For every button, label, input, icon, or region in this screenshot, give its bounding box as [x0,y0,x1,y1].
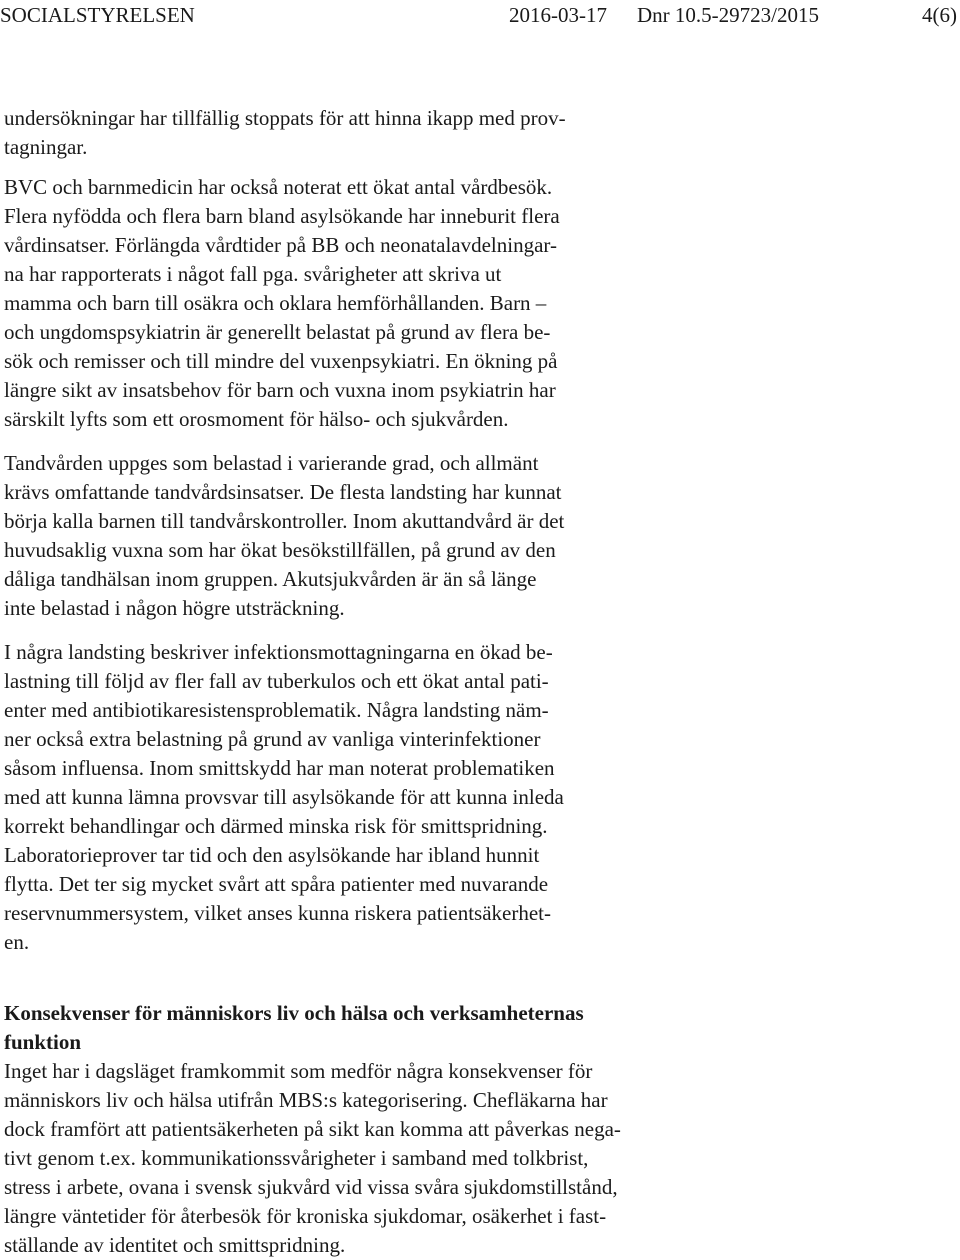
text-line: na har rapporterats i något fall pga. svårigheter att skriva ut [4,262,502,286]
text-line: tagningar. [4,135,88,159]
text-line: flytta. Det ter sig mycket svårt att spåra patienter med nuvarande [4,872,549,896]
text-line: enter med antibiotikaresistensproblematik. Några landsting näm- [4,698,549,722]
text-line: tivt genom t.ex. kommunikationssvårigheter i samband med tolkbrist, [4,1146,589,1170]
text-line: stress i arbete, ovana i svensk sjukvård vid vissa svåra sjukdomstillstånd, [4,1175,618,1199]
text-line: huvudsaklig vuxna som har ökat besökstillfällen, på grund av den [4,538,556,562]
text-line: Tandvården uppges som belastad i varierande grad, och allmänt [4,451,539,475]
text-line: dåliga tandhälsan inom gruppen. Akutsjukvården är än så länge [4,567,537,591]
text-line: människors liv och hälsa utifrån MBS:s kategorisering. Chefläkarna har [4,1088,608,1112]
document-body [4,104,660,1260]
text-line: sök och remisser och till mindre del vuxenpsykiatri. En ökning på [4,349,558,373]
paragraph-1 [4,104,660,162]
text-line: Laboratorieprover tar tid och den asylsökande har ibland hunnit [4,843,540,867]
section-heading: Konsekvenser för människors liv och hälsa och verksamheternas [4,1001,584,1025]
section-heading: funktion [4,1030,82,1054]
text-line: krävs omfattande tandvårdsinsatser. De flesta landsting har kunnat [4,480,562,504]
text-line: undersökningar har tillfällig stoppats för att hinna ikapp med prov- [4,106,566,130]
text-line: särskilt lyfts som ett orosmoment för hälso- och sjukvården. [4,407,509,431]
text-line: vårdinsatser. Förlängda vårdtider på BB och neonatalavdelningar- [4,233,557,257]
header-date: 2016-03-17 [509,3,607,27]
text-line: ställande av identitet och smittspridning. [4,1233,346,1257]
text-line: dock framfört att patientsäkerheten på sikt kan komma att påverkas nega- [4,1117,621,1141]
text-line: I några landsting beskriver infektionsmottagningarna en ökad be- [4,640,553,664]
text-line: Flera nyfödda och flera barn bland asylsökande har inneburit flera [4,204,560,228]
text-line: längre sikt av insatsbehov för barn och vuxna inom psykiatrin har [4,378,556,402]
paragraph-4 [4,638,660,957]
text-line: mamma och barn till osäkra och oklara hemförhållanden. Barn – [4,291,547,315]
text-line: ner också extra belastning på grund av vanliga vinterinfektioner [4,727,541,751]
paragraph-3 [4,449,660,623]
text-line: reservnummersystem, vilket anses kunna riskera patientsäkerhet- [4,901,551,925]
text-line: Inget har i dagsläget framkommit som medför några konsekvenser för [4,1059,593,1083]
header-organization: SOCIALSTYRELSEN [0,3,195,27]
text-line: såsom influensa. Inom smittskydd har man noterat problematiken [4,756,555,780]
paragraph-2 [4,173,660,434]
header-document-number: Dnr 10.5-29723/2015 [637,3,819,27]
text-line: korrekt behandlingar och därmed minska risk för smittspridning. [4,814,548,838]
header-page-number: 4(6) [922,3,957,27]
text-line: en. [4,930,30,954]
text-line: med att kunna lämna provsvar till asylsökande för att kunna inleda [4,785,564,809]
page-header [0,0,960,30]
text-line: och ungdomspsykiatrin är generellt belastat på grund av flera be- [4,320,551,344]
text-line: inte belastad i någon högre utsträckning. [4,596,345,620]
text-line: längre väntetider för återbesök för kroniska sjukdomar, osäkerhet i fast- [4,1204,607,1228]
text-line: lastning till följd av fler fall av tuberkulos och ett ökat antal pati- [4,669,549,693]
text-line: BVC och barnmedicin har också noterat ett ökat antal vårdbesök. [4,175,553,199]
text-line: börja kalla barnen till tandvårskontroller. Inom akuttandvård är det [4,509,565,533]
